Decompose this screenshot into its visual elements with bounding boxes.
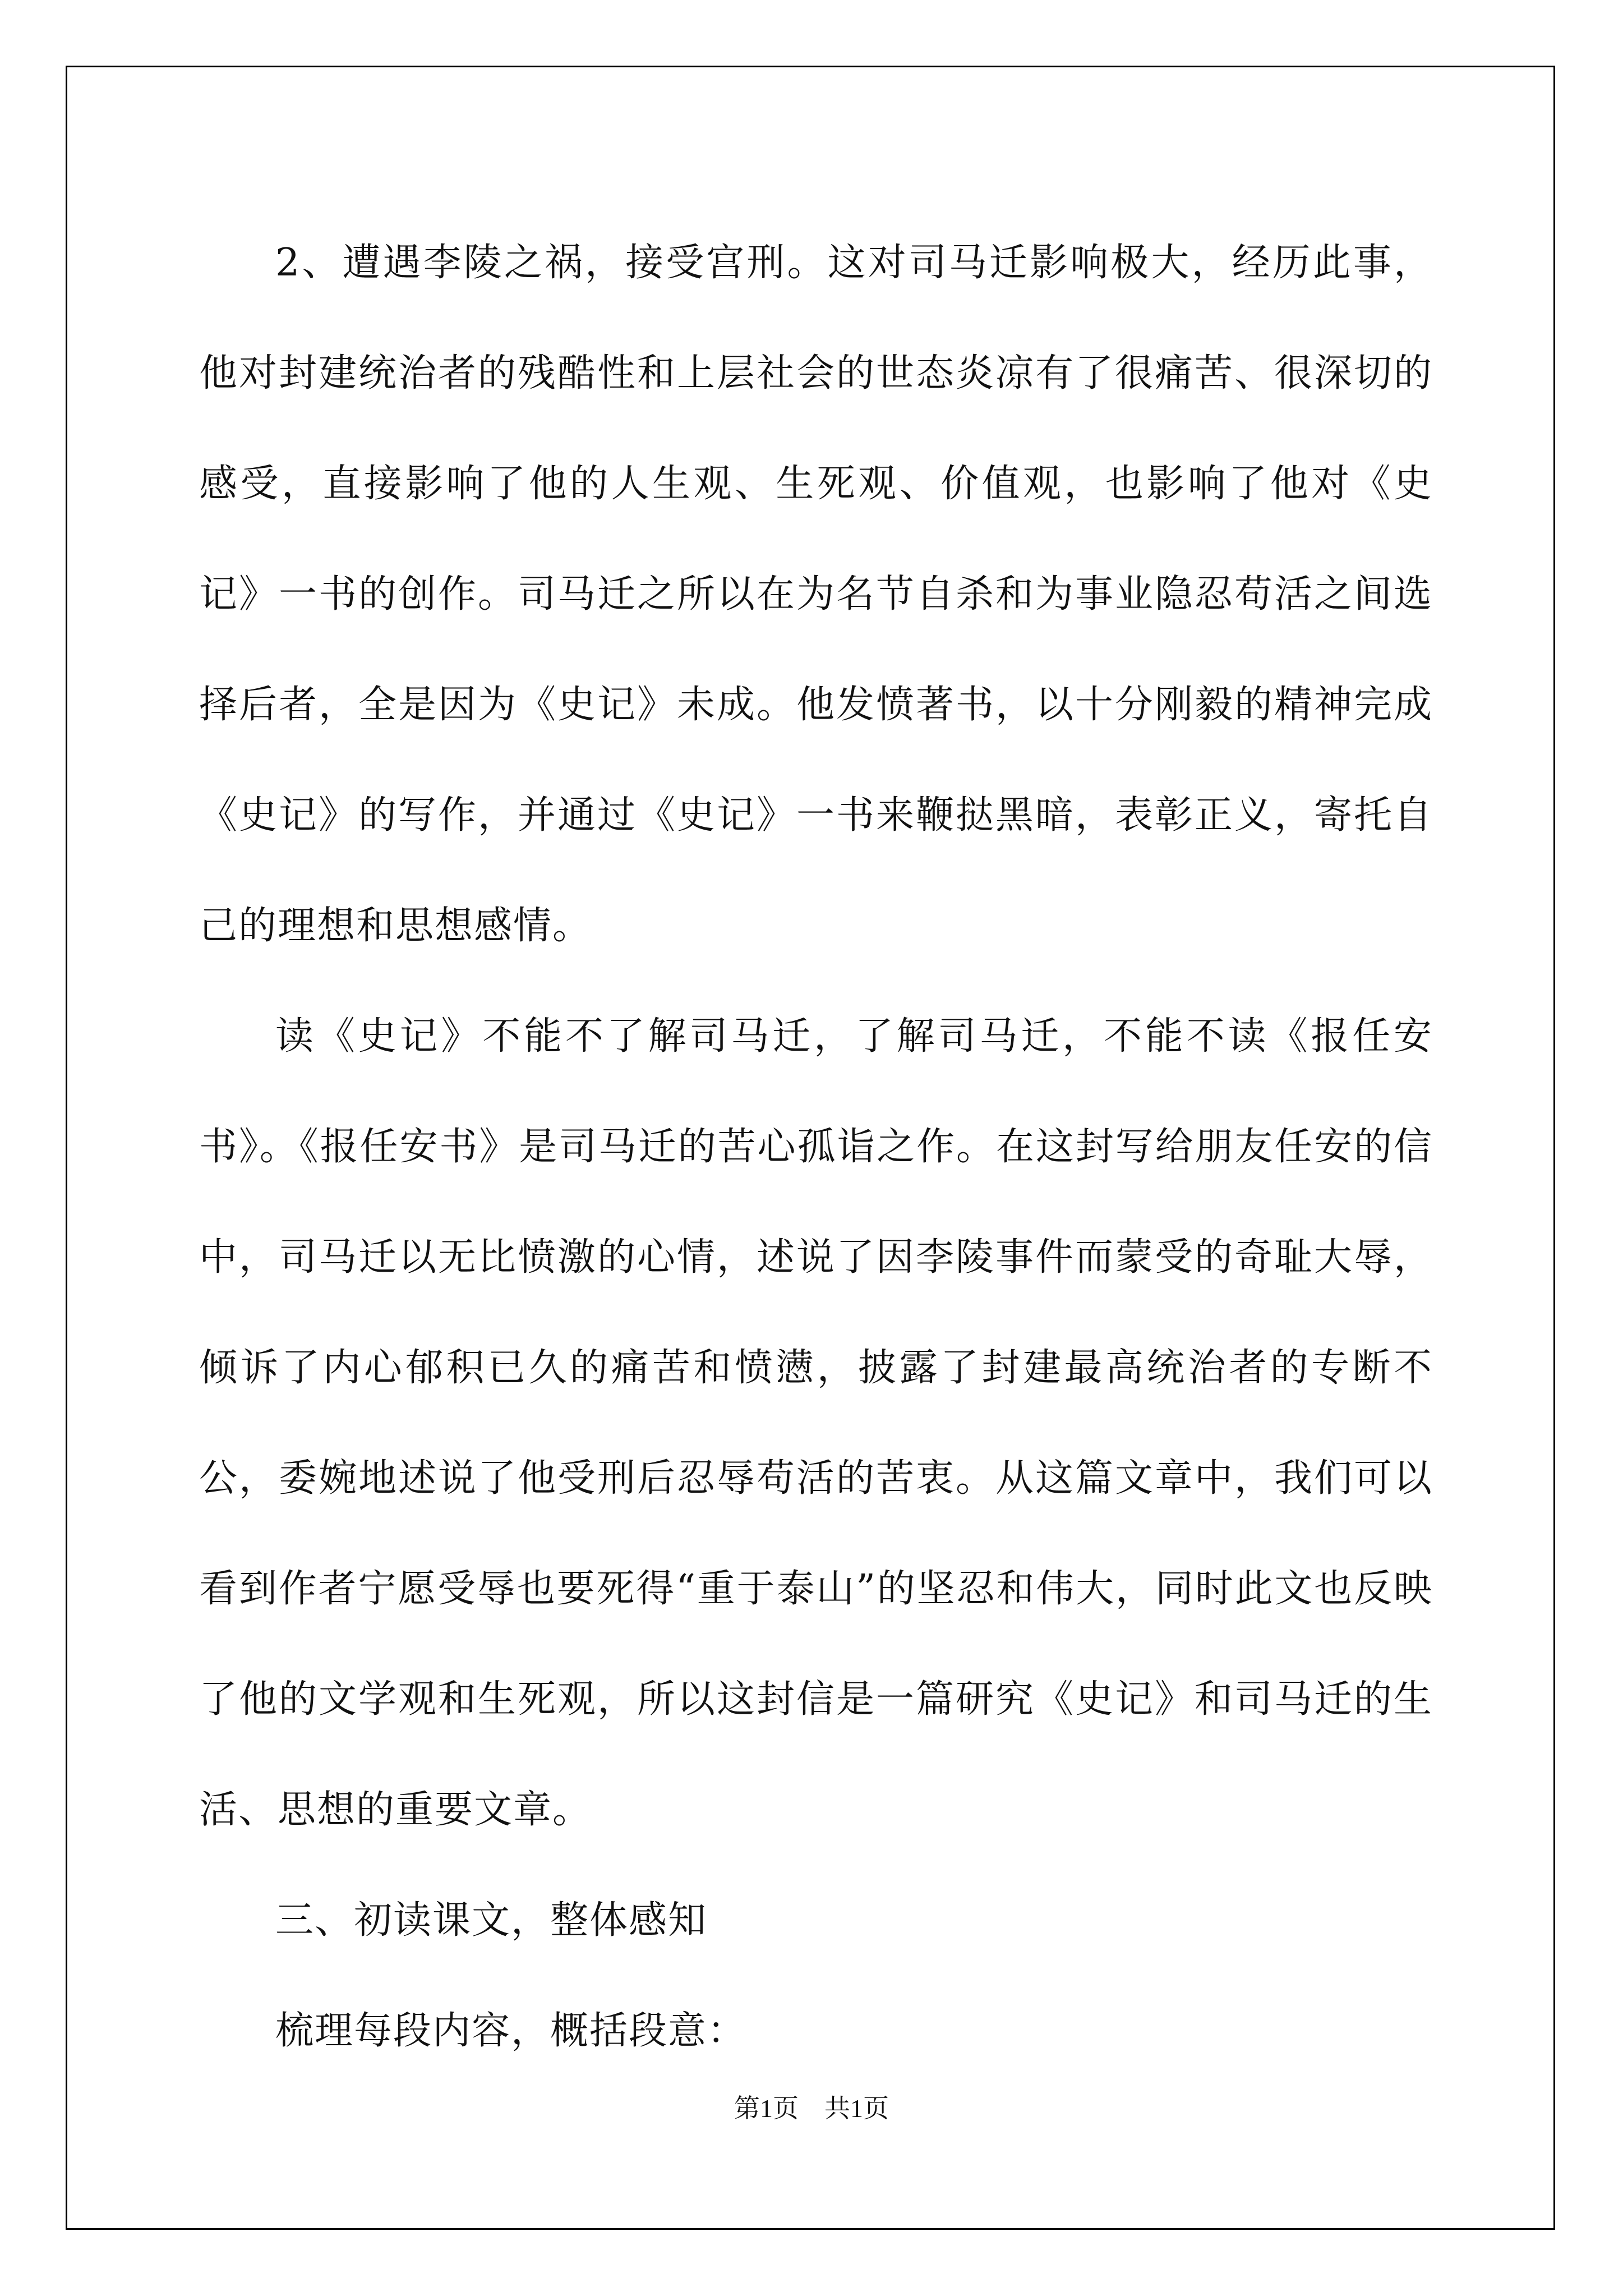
page-total: 共1页 [824,2094,889,2123]
paragraph-li-ling-incident: 2、遭遇李陵之祸，接受宫刑。这对司马迁影响极大，经历此事，他对封建统治者的残酷性和上层社会的世态炎凉有了很痛苦、很深切的感受，直接影响了他的人生观、生死观、价值观，也影响了他对《史记》一书的创作。司马迁之所以在为名节自杀和为事业隐忍苟活之间选择后者，全是因为《史记》未成。他发愤著书，以十分刚毅的精神完成《史记》的写作，并通过《史记》一书来鞭挞黑暗，表彰正义，寄托自己的理想和思想感情。 [199,241,1433,948]
paragraph-outline-instruction: 梳理每段内容，概括段意： [275,2009,747,2053]
page-footer [0,2088,1623,2125]
page-number: 第1页 [734,2094,799,2123]
paragraph-bao-ren-an-shu: 读《史记》不能不了解司马迁，了解司马迁，不能不读《报任安书》。《报任安书》是司马迁的苦心孤诣之作。在这封写给朋友任安的信中，司马迁以无比愤激的心情，述说了因李陵事件而蒙受的奇耻大辱，倾诉了内心郁积已久的痛苦和愤懑，披露了封建最高统治者的专断不公，委婉地述说了他受刑后忍辱苟活的苦衷。从这篇文章中，我们可以看到作者宁愿受辱也要死得“重于泰山”的坚忍和伟大，同时此文也反映了他的文学观和生死观，所以这封信是一篇研究《史记》和司马迁的生活、思想的重要文章。 [199,1014,1433,1832]
document-body [199,208,1433,2086]
section-heading-first-reading: 三、初读课文，整体感知 [275,1898,708,1943]
